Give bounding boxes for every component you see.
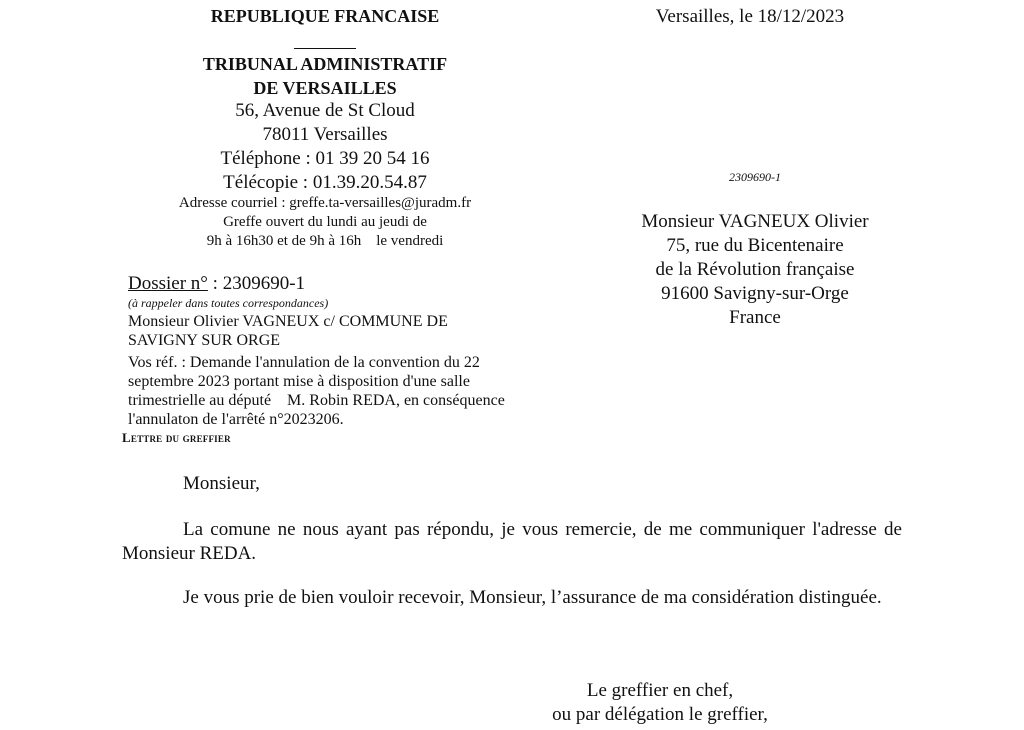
document-type-label: Lettre du greffier (122, 430, 231, 445)
court-address-street: 56, Avenue de St Cloud (235, 100, 415, 121)
body-paragraph-request: La comune ne nous ayant pas répondu, je vous remercie, de me communiquer l'adresse de Monsieur REDA. (122, 519, 902, 564)
court-address-city: 78011 Versailles (262, 124, 388, 145)
dossier-value: 2309690-1 (222, 273, 306, 294)
salutation: Monsieur, (183, 473, 260, 494)
dossier-label: Dossier n° (128, 273, 208, 294)
recipient-street2: de la Révolution française (655, 259, 855, 280)
court-name-line1: TRIBUNAL ADMINISTRATIF (202, 54, 448, 74)
case-parties: Monsieur Olivier VAGNEUX c/ COMMUNE DE SAVIGNY SUR ORGE (128, 313, 448, 349)
recipient-name: Monsieur VAGNEUX Olivier (641, 211, 869, 232)
recipient-country: France (729, 307, 781, 328)
header-separator-rule (294, 48, 356, 49)
letter-date: Versailles, le 18/12/2023 (655, 6, 845, 27)
greffe-hours-line2: 9h à 16h30 et de 9h à 16h le vendredi (206, 233, 444, 249)
signature-line1: Le greffier en chef, (586, 680, 734, 701)
case-reference: Vos réf. : Demande l'annulation de la convention du 22 septembre 2023 portant mise à disposition d'une salle trimestrielle au député M. Robin REDA, en conséquence l'annulaton de l'arrêté n°2023206. (128, 354, 509, 428)
body-paragraph-closing: Je vous prie de bien vouloir recevoir, Monsieur, l’assurance de ma considération distinguée. (183, 587, 882, 608)
signature-block (520, 679, 800, 727)
court-telecopie: Télécopie : 01.39.20.54.87 (223, 172, 427, 193)
greffe-hours-line1: Greffe ouvert du lundi au jeudi de (223, 214, 427, 230)
recipient-address (610, 210, 900, 330)
court-name-line2: DE VERSAILLES (253, 78, 397, 98)
dossier-note: (à rappeler dans toutes correspondances) (128, 296, 329, 310)
reference-number: 2309690-1 (729, 170, 781, 184)
dossier-separator: : (207, 273, 223, 294)
country-heading: REPUBLIQUE FRANCAISE (210, 6, 440, 26)
signature-line2: ou par délégation le greffier, (552, 704, 768, 725)
court-email: Adresse courriel : greffe.ta-versailles@juradm.fr (178, 195, 472, 211)
court-telephone: Téléphone : 01 39 20 54 16 (220, 148, 430, 169)
dossier-number (128, 273, 305, 295)
recipient-city: 91600 Savigny-sur-Orge (661, 283, 849, 304)
recipient-street1: 75, rue du Bicentenaire (666, 235, 844, 256)
